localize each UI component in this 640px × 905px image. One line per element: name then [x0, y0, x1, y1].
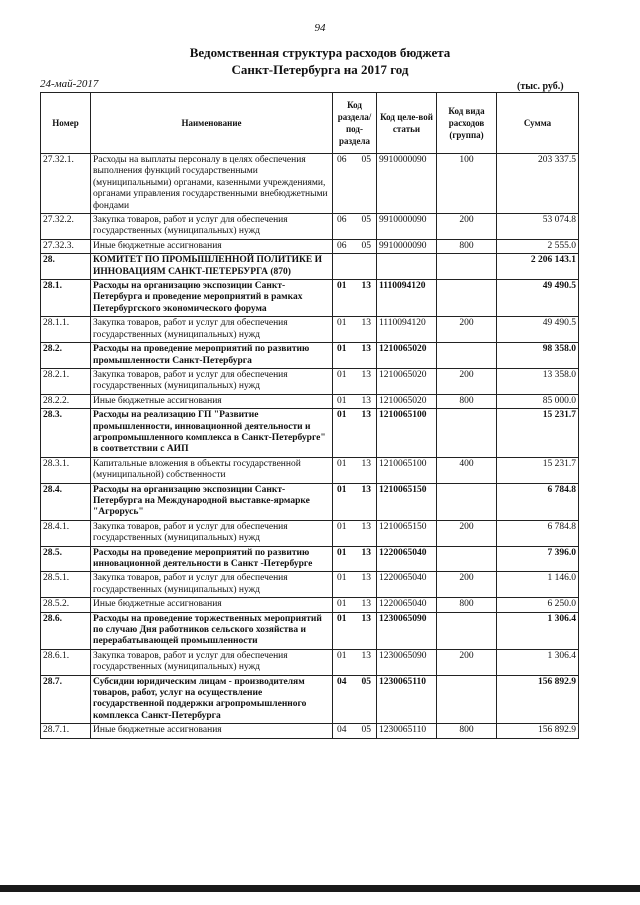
table-row: [41, 520, 579, 546]
table-row: [41, 483, 579, 520]
row-expense-type: 200: [437, 317, 497, 343]
row-name: Расходы на проведение мероприятий по развитию инновационной деятельности в Санкт -Петербурге: [91, 546, 333, 572]
row-name: Закупка товаров, работ и услуг для обеспечения государственных (муниципальных) нужд: [91, 368, 333, 394]
table-row: [41, 457, 579, 483]
row-section: 01: [337, 281, 347, 292]
header-number: Номер: [41, 93, 91, 154]
budget-table: [40, 92, 579, 739]
row-sum: 85 000.0: [497, 394, 579, 408]
document-date: 24-май-2017: [40, 78, 99, 90]
row-number: 28.1.1.: [41, 317, 91, 343]
table-row: [41, 572, 579, 598]
row-sum: 7 396.0: [497, 546, 579, 572]
row-name: Закупка товаров, работ и услуг для обеспечения государственных (муниципальных) нужд: [91, 317, 333, 343]
row-section-code: [333, 280, 377, 317]
table-row: [41, 649, 579, 675]
row-section-code: [333, 239, 377, 253]
row-target-code: 1110094120: [377, 317, 437, 343]
title-line-1: Ведомственная структура расходов бюджета: [189, 45, 451, 60]
row-subsection: 13: [361, 573, 371, 584]
row-sum: 13 358.0: [497, 368, 579, 394]
row-subsection: 13: [361, 613, 371, 624]
row-expense-type: [437, 483, 497, 520]
table-row: [41, 409, 579, 458]
row-section: 01: [337, 521, 347, 532]
row-section: 06: [337, 240, 347, 251]
row-target-code: 1210065020: [377, 368, 437, 394]
row-expense-type: 200: [437, 368, 497, 394]
row-section: 01: [337, 369, 347, 380]
row-name: Расходы на проведение мероприятий по развитию промышленности Санкт-Петербурга: [91, 343, 333, 369]
row-number: 28.5.: [41, 546, 91, 572]
row-subsection: 13: [361, 599, 371, 610]
row-number: 28.4.1.: [41, 520, 91, 546]
row-expense-type: [437, 254, 497, 280]
row-section-code: [333, 409, 377, 458]
header-sum: Сумма: [497, 93, 579, 154]
row-section: 01: [337, 484, 347, 495]
row-sum: 6 784.8: [497, 483, 579, 520]
row-section: 06: [337, 155, 347, 165]
row-sum: 2 206 143.1: [497, 254, 579, 280]
row-subsection: 13: [361, 395, 371, 406]
table-row: [41, 394, 579, 408]
row-subsection: 13: [361, 281, 371, 292]
row-target-code: 1110094120: [377, 280, 437, 317]
table-row: [41, 239, 579, 253]
row-expense-type: 400: [437, 457, 497, 483]
row-target-code: 1220065040: [377, 598, 437, 612]
row-subsection: 05: [361, 676, 371, 687]
row-section: 01: [337, 599, 347, 610]
row-number: 28.1.: [41, 280, 91, 317]
row-expense-type: [437, 675, 497, 724]
table-row: [41, 254, 579, 280]
row-section-code: [333, 520, 377, 546]
row-sum: 15 231.7: [497, 457, 579, 483]
row-number: 27.32.2.: [41, 214, 91, 240]
row-name: Субсидии юридическим лицам - производителям товаров, работ, услуг на осуществление государственной поддержки агропромышленного комплекса Санкт-Петербурга: [91, 675, 333, 724]
row-number: 28.2.: [41, 343, 91, 369]
row-sum: 6 250.0: [497, 598, 579, 612]
table-row: [41, 343, 579, 369]
row-section-code: [333, 457, 377, 483]
row-expense-type: 200: [437, 649, 497, 675]
row-number: 28.5.2.: [41, 598, 91, 612]
row-expense-type: 200: [437, 520, 497, 546]
table-row: [41, 675, 579, 724]
row-target-code: 1230065090: [377, 649, 437, 675]
row-name: Расходы на организацию экспозиции Санкт-Петербурга на Международной выставке-ярмарке "Агрорусь": [91, 483, 333, 520]
scan-bottom-edge: [0, 885, 640, 892]
row-subsection: 13: [361, 318, 371, 329]
row-target-code: 1220065040: [377, 572, 437, 598]
units-label: (тыс. руб.): [517, 81, 564, 92]
row-subsection: 13: [361, 547, 371, 558]
row-subsection: 13: [361, 484, 371, 495]
row-sum: 49 490.5: [497, 317, 579, 343]
row-subsection: 05: [361, 155, 371, 165]
row-target-code: 1210065150: [377, 483, 437, 520]
row-name: Расходы на проведение торжественных мероприятий по случаю Дня работников сельского хозяйства и перерабатывающей промышленности: [91, 612, 333, 649]
row-name: Иные бюджетные ассигнования: [91, 598, 333, 612]
row-expense-type: [437, 612, 497, 649]
row-number: 28.3.: [41, 409, 91, 458]
row-name: Закупка товаров, работ и услуг для обеспечения государственных (муниципальных) нужд: [91, 214, 333, 240]
row-subsection: 13: [361, 410, 371, 421]
row-expense-type: [437, 280, 497, 317]
row-name: Закупка товаров, работ и услуг для обеспечения государственных (муниципальных) нужд: [91, 520, 333, 546]
row-sum: 1 306.4: [497, 649, 579, 675]
row-subsection: 13: [361, 344, 371, 355]
row-section-code: [333, 724, 377, 738]
row-number: 28.: [41, 254, 91, 280]
title-line-2: Санкт-Петербурга на 2017 год: [231, 62, 409, 77]
row-subsection: 13: [361, 369, 371, 380]
row-subsection: 13: [361, 458, 371, 469]
row-name: Расходы на выплаты персоналу в целях обеспечения выполнения функций государственными (муниципальными) органами, казенными учреждениями, органами управления государственными внебюджетными фондами: [91, 154, 333, 214]
table-row: [41, 546, 579, 572]
row-subsection: 05: [361, 215, 371, 226]
row-sum: 49 490.5: [497, 280, 579, 317]
row-sum: 1 306.4: [497, 612, 579, 649]
row-expense-type: [437, 409, 497, 458]
row-name: Расходы на реализацию ГП "Развитие промышленности, инновационной деятельности и агропромышленного комплекса в Санкт-Петербурге" в соответствии с АИП: [91, 409, 333, 458]
row-target-code: [377, 254, 437, 280]
row-section: 01: [337, 458, 347, 469]
row-section: 01: [337, 547, 347, 558]
row-number: 28.7.1.: [41, 724, 91, 738]
row-target-code: 1230065110: [377, 724, 437, 738]
row-section-code: [333, 572, 377, 598]
header-target: Код целе-вой статьи: [377, 93, 437, 154]
row-target-code: 1210065150: [377, 520, 437, 546]
row-target-code: 1220065040: [377, 546, 437, 572]
row-target-code: 1210065020: [377, 394, 437, 408]
table-row: [41, 724, 579, 738]
row-sum: 1 146.0: [497, 572, 579, 598]
row-target-code: 9910000090: [377, 239, 437, 253]
row-section-code: [333, 612, 377, 649]
header-section: Код раздела/ под-раздела: [333, 93, 377, 154]
row-section-code: [333, 254, 377, 280]
row-section-code: [333, 598, 377, 612]
row-expense-type: 800: [437, 239, 497, 253]
row-number: 28.6.: [41, 612, 91, 649]
row-section: 04: [337, 725, 347, 736]
row-name: Закупка товаров, работ и услуг для обеспечения государственных (муниципальных) нужд: [91, 572, 333, 598]
row-sum: 6 784.8: [497, 520, 579, 546]
row-expense-type: 800: [437, 724, 497, 738]
row-section: 01: [337, 613, 347, 624]
row-sum: 156 892.9: [497, 724, 579, 738]
table-row: [41, 612, 579, 649]
row-subsection: 13: [361, 521, 371, 532]
row-number: 27.32.3.: [41, 239, 91, 253]
row-number: 28.2.2.: [41, 394, 91, 408]
row-name: Иные бюджетные ассигнования: [91, 394, 333, 408]
row-section-code: [333, 483, 377, 520]
table-row: [41, 317, 579, 343]
row-section-code: [333, 214, 377, 240]
row-expense-type: 200: [437, 214, 497, 240]
row-sum: 53 074.8: [497, 214, 579, 240]
row-section: 01: [337, 573, 347, 584]
row-target-code: 1210065100: [377, 457, 437, 483]
row-name: КОМИТЕТ ПО ПРОМЫШЛЕННОЙ ПОЛИТИКЕ И ИННОВАЦИЯМ САНКТ-ПЕТЕРБУРГА (870): [91, 254, 333, 280]
row-name: Иные бюджетные ассигнования: [91, 239, 333, 253]
table-row: [41, 598, 579, 612]
row-section: 01: [337, 344, 347, 355]
row-section: 04: [337, 676, 347, 687]
row-section-code: [333, 343, 377, 369]
row-number: 27.32.1.: [41, 154, 91, 214]
row-target-code: 1210065100: [377, 409, 437, 458]
row-sum: 203 337.5: [497, 154, 579, 214]
row-name: Расходы на организацию экспозиции Санкт-Петербурга и проведение мероприятий в рамках Петербургского экономического форума: [91, 280, 333, 317]
row-name: Капитальные вложения в объекты государственной (муниципальной) собственности: [91, 457, 333, 483]
row-section-code: [333, 394, 377, 408]
document-title: [0, 44, 640, 78]
row-expense-type: 800: [437, 598, 497, 612]
row-expense-type: [437, 546, 497, 572]
table-row: [41, 280, 579, 317]
row-subsection: 05: [361, 240, 371, 251]
row-name: Закупка товаров, работ и услуг для обеспечения государственных (муниципальных) нужд: [91, 649, 333, 675]
page-number: 94: [314, 22, 326, 34]
row-number: 28.2.1.: [41, 368, 91, 394]
row-target-code: 1230065090: [377, 612, 437, 649]
table-row: [41, 214, 579, 240]
row-section-code: [333, 368, 377, 394]
row-number: 28.6.1.: [41, 649, 91, 675]
table-header-row: [41, 93, 579, 154]
row-sum: 156 892.9: [497, 675, 579, 724]
row-section-code: [333, 546, 377, 572]
row-subsection: 13: [361, 650, 371, 661]
row-sum: 15 231.7: [497, 409, 579, 458]
row-target-code: 1210065020: [377, 343, 437, 369]
row-sum: 2 555.0: [497, 239, 579, 253]
row-expense-type: 100: [437, 154, 497, 214]
row-section: 01: [337, 318, 347, 329]
table-row: [41, 154, 579, 214]
row-number: 28.4.: [41, 483, 91, 520]
row-section: 01: [337, 650, 347, 661]
header-type: Код вида расходов (группа): [437, 93, 497, 154]
row-expense-type: 200: [437, 572, 497, 598]
row-number: 28.3.1.: [41, 457, 91, 483]
row-section: 01: [337, 395, 347, 406]
row-expense-type: 800: [437, 394, 497, 408]
row-expense-type: [437, 343, 497, 369]
row-section-code: [333, 675, 377, 724]
row-section: 01: [337, 410, 347, 421]
row-target-code: 9910000090: [377, 214, 437, 240]
table-body: [41, 154, 579, 739]
row-number: 28.7.: [41, 675, 91, 724]
row-target-code: 1230065110: [377, 675, 437, 724]
table-row: [41, 368, 579, 394]
row-number: 28.5.1.: [41, 572, 91, 598]
header-name: Наименование: [91, 93, 333, 154]
row-section: 06: [337, 215, 347, 226]
row-section-code: [333, 317, 377, 343]
row-name: Иные бюджетные ассигнования: [91, 724, 333, 738]
row-sum: 98 358.0: [497, 343, 579, 369]
row-target-code: 9910000090: [377, 154, 437, 214]
row-section-code: [333, 154, 377, 214]
row-subsection: 05: [361, 725, 371, 736]
row-section-code: [333, 649, 377, 675]
